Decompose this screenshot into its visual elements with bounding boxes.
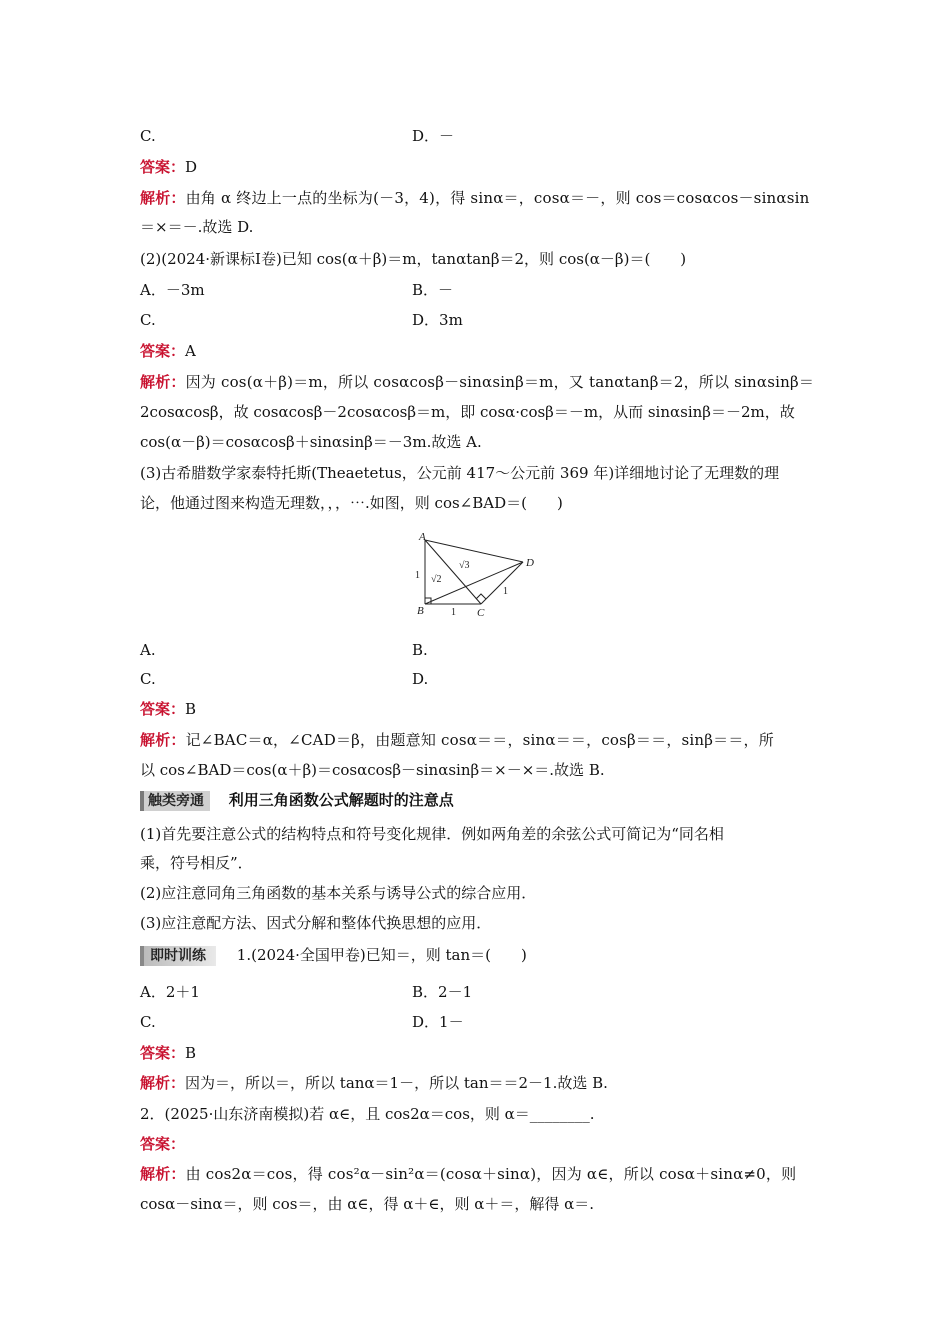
q2-answer xyxy=(140,340,812,362)
analysis-text: 因为 cos(α＋β)＝m，所以 cosαcosβ－sinαsinβ＝m，又 tanαtanβ＝2，所以 sinαsinβ＝ xyxy=(185,373,815,391)
right-angle-c xyxy=(476,594,486,599)
q2-analysis-cont-1: 2cosαcosβ，故 cosαcosβ－2cosαcosβ＝m，即 cosα·cosβ＝－m，从而 sinαsinβ＝－2m，故 xyxy=(140,403,795,421)
answer-label: 答案： xyxy=(140,158,186,176)
q3-stem: (3)古希腊数学家泰特托斯(Theaetetus，公元前 417～公元前 369 年)详细地讨论了无理数的理 xyxy=(140,464,780,482)
q3-option-c: C. xyxy=(140,670,156,688)
label-ab-length: 1 xyxy=(415,570,420,581)
answer-value: B xyxy=(185,1044,197,1062)
note-title: 利用三角函数公式解题时的注意点 xyxy=(228,791,454,809)
train-q1-stem-line xyxy=(140,944,812,966)
q2-option-c: C. xyxy=(140,311,156,329)
q3-stem-cont: 论，他通过图来构造无理数，，，⋯.如图，则 cos∠BAD＝( ) xyxy=(140,494,563,512)
analysis-label: 解析： xyxy=(140,189,186,207)
q2-options-ab xyxy=(140,279,812,301)
analysis-label: 解析： xyxy=(140,1074,186,1092)
analysis-text: 由角 α 终边上一点的坐标为(－3，4)，得 sinα＝，cosα＝－，则 cos＝cosαcos－sinαsin xyxy=(185,189,810,207)
label-a: A xyxy=(419,531,426,543)
q3-options-ab xyxy=(140,639,812,661)
note-point-1: (1)首先要注意公式的结构特点和符号变化规律．例如两角差的余弦公式可简记为“同名相 xyxy=(140,825,724,843)
analysis-text: 记∠BAC＝α，∠CAD＝β，由题意知 cosα＝＝，sinα＝＝，cosβ＝＝，sinβ＝＝，所 xyxy=(185,731,774,749)
q3-analysis xyxy=(140,729,812,751)
segment-ad xyxy=(425,540,523,562)
train-q1-options-cd xyxy=(140,1011,812,1033)
segment-ac xyxy=(425,540,481,604)
q3-option-d: D. xyxy=(412,670,429,688)
q1-option-d: D．－ xyxy=(412,127,455,145)
q3-option-a: A. xyxy=(140,641,156,659)
answer-label: 答案： xyxy=(140,700,186,718)
q2-analysis xyxy=(140,371,815,393)
q1-analysis-cont: ＝×＝－.故选 D. xyxy=(140,218,254,236)
analysis-label: 解析： xyxy=(140,1165,186,1183)
q1-option-c: C. xyxy=(140,127,156,145)
answer-label: 答案： xyxy=(140,1044,186,1062)
train-q1-stem: 1.(2024·全国甲卷)已知＝，则 tan＝( ) xyxy=(236,946,527,964)
q1-answer xyxy=(140,156,812,178)
note-tag: 触类旁通 xyxy=(140,791,210,811)
answer-value: D xyxy=(185,158,198,176)
train-q1-options-ab xyxy=(140,981,812,1003)
label-d: D xyxy=(526,557,534,569)
train-q1-option-d: D．1－ xyxy=(412,1013,464,1031)
train-q2-stem: 2．(2025·山东济南模拟)若 α∈，且 cos2α＝cos，则 α＝________. xyxy=(140,1105,595,1123)
train-q1-option-a: A．2＋1 xyxy=(140,983,200,1001)
q3-option-b: B. xyxy=(412,641,428,659)
label-bc-length: 1 xyxy=(451,607,456,618)
label-ad-length: √3 xyxy=(459,560,470,571)
q3-analysis-cont: 以 cos∠BAD＝cos(α＋β)＝cosαcosβ－sinαsinβ＝×－×＝.故选 B. xyxy=(140,761,605,779)
train-q2-analysis-cont: cosα－sinα＝，则 cos＝，由 α∈，得 α＋∈，则 α＋＝，解得 α＝. xyxy=(140,1195,595,1213)
answer-value: A xyxy=(185,342,196,360)
q3-options-cd xyxy=(140,668,812,690)
note-point-1-cont: 乘，符号相反”． xyxy=(140,854,253,872)
segment-cd xyxy=(481,562,523,604)
train-q2-answer xyxy=(140,1133,812,1155)
q2-stem: (2)(2024·新课标Ⅰ卷)已知 cos(α＋β)＝m，tanαtanβ＝2，则 cos(α－β)＝( ) xyxy=(140,250,687,268)
label-c: C xyxy=(477,607,485,619)
note-point-2: (2)应注意同角三角函数的基本关系与诱导公式的综合应用． xyxy=(140,884,537,902)
answer-label: 答案： xyxy=(140,1135,186,1153)
train-q1-option-c: C. xyxy=(140,1013,156,1031)
q2-option-a: A．－3m xyxy=(140,281,205,299)
answer-label: 答案： xyxy=(140,342,186,360)
train-q1-analysis xyxy=(140,1072,812,1094)
q2-option-d: D．3m xyxy=(412,311,463,329)
train-tag: 即时训练 xyxy=(140,946,216,966)
note-header xyxy=(140,789,812,811)
q2-option-b: B．－ xyxy=(412,281,454,299)
analysis-text: 因为＝，所以＝，所以 tanα＝1－，所以 tan＝＝2－1.故选 B. xyxy=(185,1074,608,1092)
q2-options-cd xyxy=(140,309,812,331)
note-point-3: (3)应注意配方法、因式分解和整体代换思想的应用． xyxy=(140,914,492,932)
q3-geometry-figure xyxy=(405,528,545,620)
label-ac-length: √2 xyxy=(431,574,442,585)
label-b: B xyxy=(417,605,424,617)
label-cd-length: 1 xyxy=(503,586,508,597)
q3-answer xyxy=(140,698,812,720)
train-q2-analysis xyxy=(140,1163,812,1185)
analysis-text: 由 cos2α＝cos，得 cos²α－sin²α＝(cosα＋sinα)，因为 α∈，所以 cosα＋sinα≠0，则 xyxy=(185,1165,797,1183)
analysis-label: 解析： xyxy=(140,731,186,749)
q1-options-cd xyxy=(140,125,812,147)
answer-value: B xyxy=(185,700,197,718)
train-q1-answer xyxy=(140,1042,812,1064)
q2-analysis-cont-2: cos(α－β)＝cosαcosβ＋sinαsinβ＝－3m.故选 A. xyxy=(140,433,482,451)
q1-analysis xyxy=(140,187,812,209)
analysis-label: 解析： xyxy=(140,373,186,391)
train-q1-option-b: B．2－1 xyxy=(412,983,473,1001)
